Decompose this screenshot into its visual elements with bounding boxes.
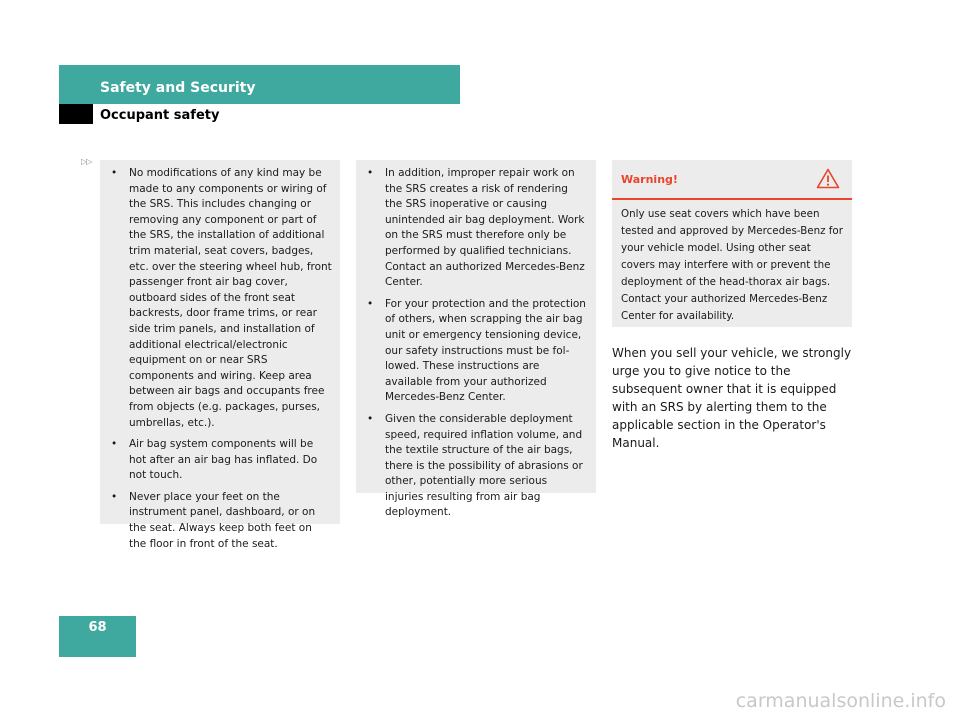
bullet-icon: • (111, 490, 118, 503)
subsection-title: Occupant safety (100, 108, 220, 123)
warning-title: Warning! (621, 173, 678, 186)
warning-box (612, 160, 852, 327)
bullet-icon: • (367, 297, 374, 310)
bullet-icon: • (367, 412, 374, 425)
list-item: • In addition, improper repair work on the SRS creates a risk of rendering the SRS inoperative or causing unintended air bag deployment. Work on the SRS must therefore only be performed by qualified technicians. Contact an authorized Mercedes-Benz Center. (367, 167, 585, 289)
list-item: • Never place your feet on the instrument panel, dashboard, or on the seat. Always keep both feet on the floor in front of the seat. (111, 490, 316, 550)
safety-notes-column-1 (100, 160, 340, 550)
bullet-icon: • (111, 438, 118, 451)
list-item: • Given the considerable deployment speed, required inflation volume, and the textile structure of the air bags, there is the possibility of abrasions or other, potentially more serious injuries resulting from air bag deployment. (367, 412, 583, 519)
bullet-icon: • (111, 167, 118, 179)
page-number: 68 (88, 620, 107, 635)
warning-text: Only use seat covers which have been tested and approved by Mercedes-Benz for your vehicle model. Using other seat covers may interfere with or prevent the deployment of the head-thorax air bags. Contact your authorized Mercedes-Benz Center for availability. (621, 208, 843, 322)
list-item: • For your protection and the protection of others, when scrapping the air bag unit or emergency tensioning device, our safety instructions must be fol- lowed. These instructions are available from your authorized Mercedes-Benz Center. (367, 297, 586, 404)
warning-header (612, 160, 852, 200)
list-item: • Air bag system components will be hot after an air bag has inflated. Do not touch. (111, 438, 318, 482)
list-item: • No modifications of any kind may be made to any components or wiring of the SRS. This includes changing or removing any component or part of the SRS, the installation of additional trim material, seat covers, badges, etc. over the steering wheel hub, front passenger front air bag cover, outboard sides of the front seat backrests, door frame trims, or rear side trim panels, and installation of additional electrical/electronic equipment on or near SRS components and wiring. Keep area between air bags and occupants free from objects (e.g. packages, purses, umbrellas, etc.). (111, 167, 332, 429)
bullet-icon: • (367, 167, 374, 179)
body-paragraph: When you sell your vehicle, we strongly urge you to give notice to the subsequent owner that it is equipped with an SRS by alerting them to the applicable section in the Operator's Manual. (612, 346, 852, 450)
section-title: Safety and Security (100, 80, 256, 96)
watermark: carmanualsonline.info (735, 690, 946, 712)
warning-triangle-icon (816, 168, 840, 193)
continuation-marker-icon: ▷▷ (81, 157, 92, 166)
safety-notes-column-2 (356, 160, 596, 519)
subsection-marker (59, 104, 93, 124)
